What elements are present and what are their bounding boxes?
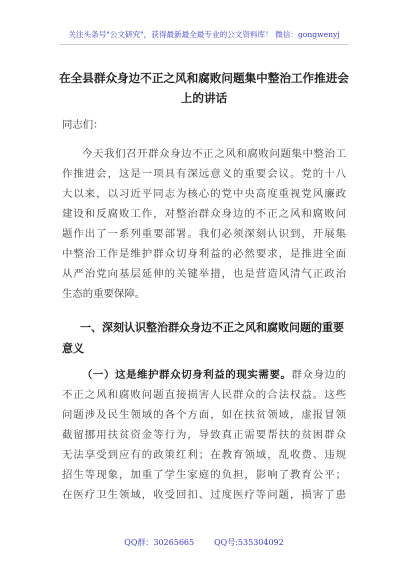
- section-heading-line-2: 意义: [62, 342, 84, 355]
- paragraph-line: 截留挪用扶贫资金等行为，导致真正需要帮扶的贫困群众: [62, 429, 346, 441]
- section-heading-line-1: 一、深刻认识整治群众身边不正之风和腐败问题的重要: [80, 321, 344, 334]
- paragraph-line: 建设和反腐败工作，对整治群众身边的不正之风和腐败问: [62, 208, 346, 220]
- paragraph-line: 无法享受到应有的政策红利；在教育领域，乱收费、违规: [62, 449, 346, 461]
- subsection-first-line: [62, 369, 346, 382]
- footer-qq: QQ号:535304092: [214, 538, 284, 547]
- salutation: 同志们：: [62, 119, 104, 131]
- paragraph-line: 题作出了一系列重要部署。我们必须深刻认识到，开展集: [62, 228, 346, 240]
- paragraph-line: 不正之风和腐败问题直接损害人民群众的合法权益。这些: [62, 389, 346, 401]
- paragraph-line: 招生等现象，加重了学生家庭的负担，影响了教育公平；: [62, 469, 346, 481]
- footer-contact: [0, 537, 408, 548]
- paragraph-line: 大以来，以习近平同志为核心的党中央高度重视党风廉政: [62, 188, 346, 200]
- footer-qq-group: QQ群：30265665: [124, 538, 195, 547]
- paragraph-line: 今天我们召开群众身边不正之风和腐败问题集中整治工: [82, 148, 346, 160]
- paragraph-line: 中整治工作是维护群众切身利益的必然要求，是推进全面: [62, 248, 346, 260]
- subsection-heading: （一）这是维护群众切身利益的现实需要。: [82, 369, 292, 381]
- paragraph-line: 在医疗卫生领域，收受回扣、过度医疗等问题，损害了患: [62, 489, 346, 501]
- header-divider: [60, 44, 348, 45]
- paragraph-line: 从严治党向基层延伸的关键举措，也是营造风清气正政治: [62, 268, 346, 280]
- subsection-first-tail: 群众身边的: [291, 369, 347, 381]
- document-title-line-2: 上的讲话: [180, 91, 228, 105]
- paragraph-line: 生态的重要保障。: [62, 288, 146, 300]
- paragraph-line: 问题涉及民生领域的各个方面，如在扶贫领域，虚报冒领: [62, 409, 346, 421]
- paragraph-line: 作推进会，这是一项具有深远意义的重要会议。党的十八: [62, 168, 346, 180]
- document-title-line-1: 在全县群众身边不正之风和腐败问题集中整治工作推进会: [59, 71, 349, 85]
- header-promo-note: 关注头条号"公文研究"，获得最新最全最专业的公文资料库！ 微信：gongwenyj: [68, 30, 340, 39]
